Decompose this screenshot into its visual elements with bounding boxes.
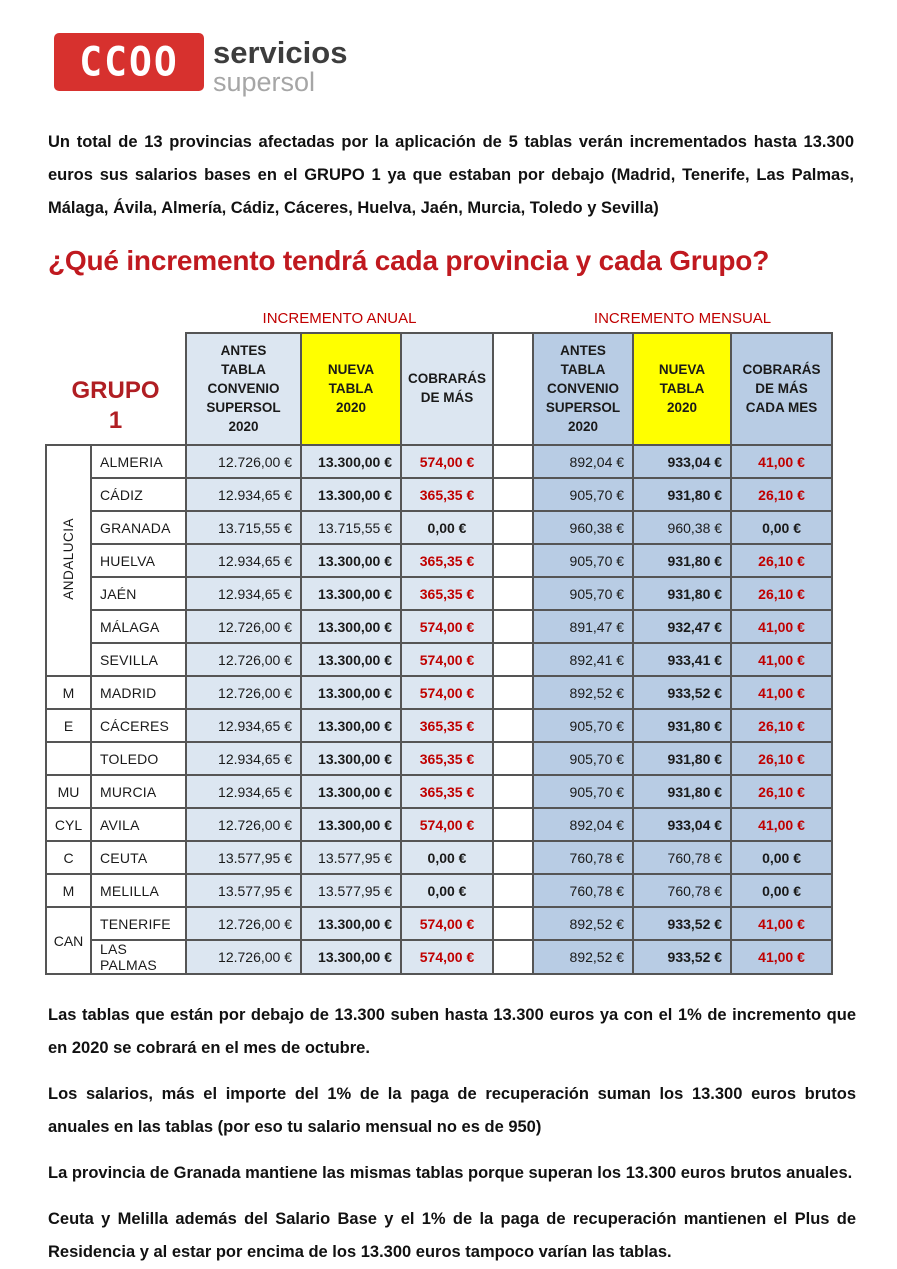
ccoo-logo-text: CCOO	[79, 38, 179, 86]
antes-anual-value: 12.726,00 €	[186, 676, 301, 709]
antes-mensual-value: 892,52 €	[533, 676, 633, 709]
cobraras-mensual-value: 0,00 €	[731, 874, 832, 907]
region-label: CAN	[53, 932, 84, 949]
antes-anual-value: 12.726,00 €	[186, 610, 301, 643]
header-nueva-mensual: NUEVA TABLA 2020	[633, 333, 731, 445]
antes-anual-value: 13.577,95 €	[186, 841, 301, 874]
province-label: CÁCERES	[91, 709, 186, 742]
incremento-anual-title: INCREMENTO ANUAL	[262, 310, 417, 328]
nueva-anual-value: 13.300,00 €	[301, 907, 401, 940]
region-cell	[46, 709, 91, 742]
antes-mensual-value: 892,52 €	[533, 940, 633, 974]
nueva-anual-value: 13.577,95 €	[301, 841, 401, 874]
cobraras-anual-value: 0,00 €	[401, 511, 493, 544]
nueva-mensual-value: 933,04 €	[633, 445, 731, 478]
antes-mensual-value: 892,41 €	[533, 643, 633, 676]
nueva-anual-value: 13.300,00 €	[301, 940, 401, 974]
nueva-anual-value: 13.300,00 €	[301, 445, 401, 478]
nueva-anual-value: 13.715,55 €	[301, 511, 401, 544]
note-paragraph: Los salarios, más el importe del 1% de la paga de recuperación suman los 13.300 euros brutos anuales en las tablas (por eso tu salario mensual no es de 950)	[48, 1085, 856, 1137]
table-row	[46, 742, 832, 775]
table-row	[46, 511, 832, 544]
cobraras-mensual-value: 26,10 €	[731, 709, 832, 742]
nueva-anual-value: 13.300,00 €	[301, 676, 401, 709]
nueva-mensual-value: 932,47 €	[633, 610, 731, 643]
nueva-anual-value: 13.300,00 €	[301, 808, 401, 841]
cobraras-anual-value: 574,00 €	[401, 940, 493, 974]
antes-anual-value: 12.726,00 €	[186, 907, 301, 940]
cobraras-mensual-value: 41,00 €	[731, 808, 832, 841]
cobraras-anual-value: 574,00 €	[401, 808, 493, 841]
cobraras-mensual-value: 26,10 €	[731, 544, 832, 577]
province-label: TOLEDO	[91, 742, 186, 775]
nueva-mensual-value: 933,04 €	[633, 808, 731, 841]
intro-paragraph: Un total de 13 provincias afectadas por la aplicación de 5 tablas verán incrementados hasta 13.300 euros sus salarios bases en el GRUPO 1 ya que estaban por debajo (Madrid, Tenerife, Las Palmas, Málaga, Ávila, Almería, Cádiz, Cáceres, Huelva, Jaén, Murcia, Toledo y Sevilla)	[48, 133, 854, 218]
table-row	[46, 577, 832, 610]
nueva-mensual-value: 933,52 €	[633, 676, 731, 709]
region-cell	[46, 874, 91, 907]
region-label: MU	[57, 783, 80, 800]
region-label: C	[63, 849, 74, 866]
cobraras-mensual-value: 26,10 €	[731, 577, 832, 610]
salary-table	[45, 299, 833, 975]
gap-cell	[493, 940, 533, 974]
province-label: MADRID	[91, 676, 186, 709]
cobraras-anual-value: 365,35 €	[401, 709, 493, 742]
province-label: HUELVA	[91, 544, 186, 577]
nueva-anual-value: 13.300,00 €	[301, 478, 401, 511]
antes-mensual-value: 760,78 €	[533, 841, 633, 874]
group-label: GRUPO 1	[71, 377, 160, 435]
cobraras-anual-value: 574,00 €	[401, 907, 493, 940]
header-nueva-anual: NUEVA TABLA 2020	[301, 333, 401, 445]
cobraras-mensual-value: 41,00 €	[731, 940, 832, 974]
cobraras-mensual-value: 26,10 €	[731, 775, 832, 808]
region-label: E	[63, 717, 74, 734]
province-label: MÁLAGA	[91, 610, 186, 643]
cobraras-anual-value: 365,35 €	[401, 478, 493, 511]
gap-cell	[493, 709, 533, 742]
region-cell	[46, 841, 91, 874]
column-header-row	[46, 333, 832, 445]
table-row	[46, 874, 832, 907]
cobraras-mensual-value: 41,00 €	[731, 907, 832, 940]
gap-cell	[493, 643, 533, 676]
cobraras-anual-value: 574,00 €	[401, 445, 493, 478]
table-row	[46, 775, 832, 808]
cobraras-anual-value: 365,35 €	[401, 577, 493, 610]
nueva-anual-value: 13.300,00 €	[301, 643, 401, 676]
incremento-mensual-title: INCREMENTO MENSUAL	[593, 310, 772, 328]
cobraras-mensual-value: 0,00 €	[731, 841, 832, 874]
province-label: MELILLA	[91, 874, 186, 907]
gap-cell	[493, 478, 533, 511]
antes-anual-value: 12.934,65 €	[186, 775, 301, 808]
note-paragraph: La provincia de Granada mantiene las mismas tablas porque superan los 13.300 euros brutos anuales.	[48, 1164, 853, 1183]
nueva-anual-value: 13.300,00 €	[301, 544, 401, 577]
nueva-anual-value: 13.300,00 €	[301, 742, 401, 775]
gap-cell	[493, 610, 533, 643]
region-cell	[46, 907, 91, 974]
table-row	[46, 478, 832, 511]
antes-mensual-value: 905,70 €	[533, 709, 633, 742]
cobraras-anual-value: 365,35 €	[401, 544, 493, 577]
region-label: M	[62, 882, 75, 899]
header-antes-mensual: ANTES TABLA CONVENIO SUPERSOL 2020	[533, 333, 633, 445]
antes-mensual-value: 905,70 €	[533, 544, 633, 577]
header-cobraras-anual: COBRARÁS DE MÁS	[401, 333, 493, 445]
cobraras-mensual-value: 41,00 €	[731, 610, 832, 643]
antes-mensual-value: 892,04 €	[533, 808, 633, 841]
ccoo-logo-mark	[54, 33, 204, 91]
antes-mensual-value: 905,70 €	[533, 742, 633, 775]
nueva-mensual-value: 931,80 €	[633, 577, 731, 610]
antes-anual-value: 12.726,00 €	[186, 643, 301, 676]
header-cobraras-mensual: COBRARÁS DE MÁS CADA MES	[731, 333, 832, 445]
region-cell	[46, 445, 91, 676]
province-label: TENERIFE	[91, 907, 186, 940]
section-titles-row	[46, 299, 832, 333]
gap-cell	[493, 333, 533, 445]
cobraras-mensual-value: 26,10 €	[731, 478, 832, 511]
nueva-anual-value: 13.300,00 €	[301, 577, 401, 610]
antes-anual-value: 12.934,65 €	[186, 577, 301, 610]
region-label: ANDALUCIA	[61, 518, 76, 601]
nueva-mensual-value: 931,80 €	[633, 742, 731, 775]
gap-cell	[493, 742, 533, 775]
antes-mensual-value: 892,52 €	[533, 907, 633, 940]
gap-cell	[493, 874, 533, 907]
antes-anual-value: 12.726,00 €	[186, 940, 301, 974]
nueva-mensual-value: 760,78 €	[633, 874, 731, 907]
table-row	[46, 940, 832, 974]
nueva-anual-value: 13.300,00 €	[301, 709, 401, 742]
logo	[54, 33, 854, 96]
table-row	[46, 709, 832, 742]
gap-cell	[493, 445, 533, 478]
table-row	[46, 907, 832, 940]
region-cell	[46, 742, 91, 775]
nueva-anual-value: 13.300,00 €	[301, 610, 401, 643]
gap-cell	[493, 841, 533, 874]
cobraras-mensual-value: 41,00 €	[731, 643, 832, 676]
cobraras-anual-value: 0,00 €	[401, 841, 493, 874]
nueva-mensual-value: 760,78 €	[633, 841, 731, 874]
nueva-mensual-value: 931,80 €	[633, 478, 731, 511]
antes-anual-value: 12.726,00 €	[186, 445, 301, 478]
antes-mensual-value: 960,38 €	[533, 511, 633, 544]
province-label: CÁDIZ	[91, 478, 186, 511]
cobraras-anual-value: 574,00 €	[401, 676, 493, 709]
cobraras-mensual-value: 0,00 €	[731, 511, 832, 544]
province-label: JAÉN	[91, 577, 186, 610]
group-label-cell	[46, 333, 186, 445]
logo-subtitle: supersol	[213, 67, 316, 97]
region-cell	[46, 676, 91, 709]
nueva-mensual-value: 931,80 €	[633, 544, 731, 577]
antes-anual-value: 12.934,65 €	[186, 709, 301, 742]
nueva-anual-value: 13.577,95 €	[301, 874, 401, 907]
table-row	[46, 841, 832, 874]
antes-anual-value: 12.934,65 €	[186, 544, 301, 577]
province-label: CEUTA	[91, 841, 186, 874]
gap-cell	[493, 907, 533, 940]
notes	[48, 999, 856, 1269]
antes-mensual-value: 892,04 €	[533, 445, 633, 478]
table-row	[46, 610, 832, 643]
table-body	[46, 445, 832, 974]
cobraras-mensual-value: 26,10 €	[731, 742, 832, 775]
table-row	[46, 544, 832, 577]
antes-mensual-value: 891,47 €	[533, 610, 633, 643]
province-label: ALMERIA	[91, 445, 186, 478]
cobraras-anual-value: 365,35 €	[401, 742, 493, 775]
spacer-cell	[46, 299, 186, 333]
gap-cell	[493, 775, 533, 808]
cobraras-mensual-value: 41,00 €	[731, 676, 832, 709]
cobraras-mensual-value: 41,00 €	[731, 445, 832, 478]
antes-mensual-value: 905,70 €	[533, 577, 633, 610]
province-label: AVILA	[91, 808, 186, 841]
antes-anual-value: 12.726,00 €	[186, 808, 301, 841]
page-title: ¿Qué incremento tendrá cada provincia y cada Grupo?	[48, 245, 770, 277]
cobraras-anual-value: 574,00 €	[401, 643, 493, 676]
province-label: MURCIA	[91, 775, 186, 808]
gap-cell	[493, 544, 533, 577]
gap-cell	[493, 676, 533, 709]
province-label: SEVILLA	[91, 643, 186, 676]
table-row	[46, 676, 832, 709]
region-label: CYL	[54, 816, 83, 833]
nueva-anual-value: 13.300,00 €	[301, 775, 401, 808]
region-cell	[46, 808, 91, 841]
antes-anual-value: 12.934,65 €	[186, 742, 301, 775]
antes-mensual-value: 905,70 €	[533, 478, 633, 511]
table-row	[46, 445, 832, 478]
table-row	[46, 643, 832, 676]
nueva-mensual-value: 931,80 €	[633, 709, 731, 742]
antes-anual-value: 13.577,95 €	[186, 874, 301, 907]
logo-brand: servicios	[213, 35, 348, 70]
nueva-mensual-value: 960,38 €	[633, 511, 731, 544]
antes-anual-value: 13.715,55 €	[186, 511, 301, 544]
cobraras-anual-value: 574,00 €	[401, 610, 493, 643]
region-label: M	[62, 684, 75, 701]
spacer-cell	[493, 299, 533, 333]
gap-cell	[493, 808, 533, 841]
note-paragraph: Las tablas que están por debajo de 13.300 suben hasta 13.300 euros ya con el 1% de incremento que en 2020 se cobrará en el mes de octubre.	[48, 1006, 856, 1058]
gap-cell	[493, 511, 533, 544]
antes-anual-value: 12.934,65 €	[186, 478, 301, 511]
nueva-mensual-value: 933,52 €	[633, 940, 731, 974]
nueva-mensual-value: 933,41 €	[633, 643, 731, 676]
nueva-mensual-value: 931,80 €	[633, 775, 731, 808]
logo-text	[213, 33, 347, 96]
header-antes-anual: ANTES TABLA CONVENIO SUPERSOL 2020	[186, 333, 301, 445]
antes-mensual-value: 760,78 €	[533, 874, 633, 907]
gap-cell	[493, 577, 533, 610]
table-row	[46, 808, 832, 841]
cobraras-anual-value: 365,35 €	[401, 775, 493, 808]
antes-mensual-value: 905,70 €	[533, 775, 633, 808]
cobraras-anual-value: 0,00 €	[401, 874, 493, 907]
note-paragraph: Ceuta y Melilla además del Salario Base y el 1% de la paga de recuperación mantienen el Plus de Residencia y al estar por encima de los 13.300 euros tampoco varían las tablas.	[48, 1210, 856, 1262]
province-label: LAS PALMAS	[91, 940, 186, 974]
nueva-mensual-value: 933,52 €	[633, 907, 731, 940]
province-label: GRANADA	[91, 511, 186, 544]
region-cell	[46, 775, 91, 808]
